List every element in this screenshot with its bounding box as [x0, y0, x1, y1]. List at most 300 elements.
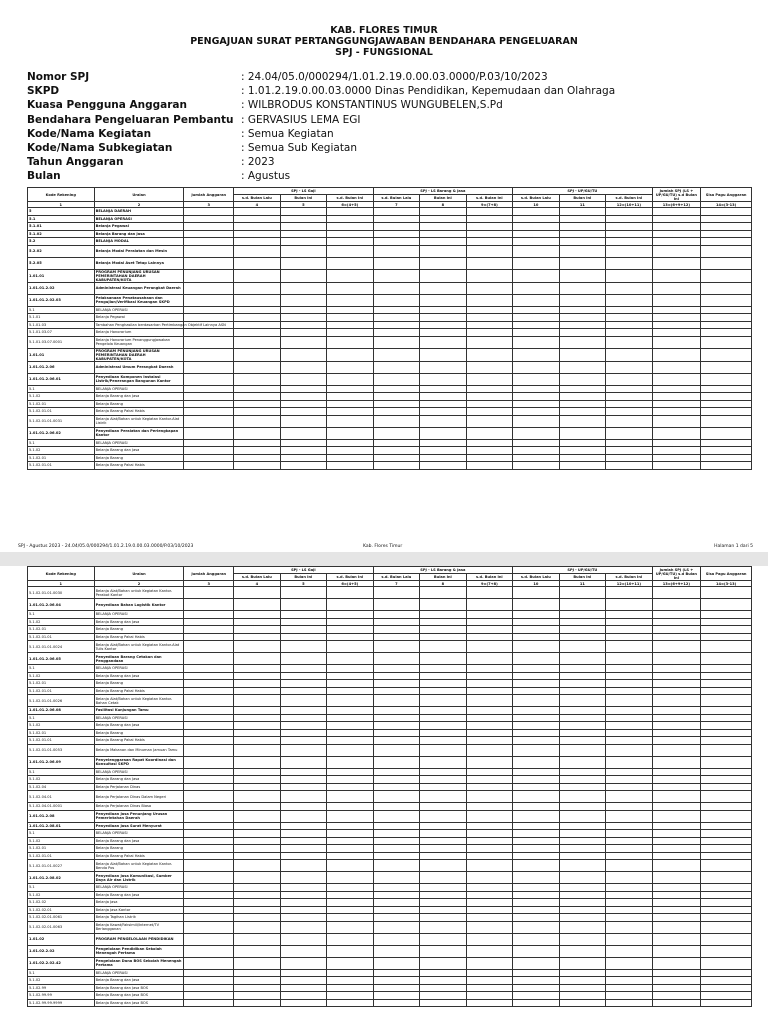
amount-cell — [373, 415, 420, 427]
info-label: Kuasa Pengguna Anggaran — [27, 99, 187, 112]
amount-cell — [373, 208, 420, 216]
table-body-page-2 — [28, 587, 752, 1007]
amount-cell — [559, 852, 606, 860]
amount-cell — [513, 306, 560, 314]
amount-cell — [701, 707, 752, 715]
amount-cell — [327, 695, 374, 707]
amount-cell — [373, 722, 420, 730]
uraian-cell: Belanja Barang Pakai Habis — [94, 737, 184, 745]
amount-cell — [373, 707, 420, 715]
amount-cell — [327, 306, 374, 314]
uraian-cell: Belanja Barang dan Jasa — [94, 837, 184, 845]
amount-cell — [420, 626, 467, 634]
document-subtitle: SPJ - FUNGSIONAL — [335, 47, 433, 58]
amount-cell — [280, 439, 327, 447]
amount-cell — [184, 408, 234, 416]
table-row — [28, 984, 752, 992]
amount-cell — [559, 626, 606, 634]
info-value: : 2023 — [241, 156, 275, 169]
amount-cell — [606, 830, 653, 838]
amount-cell — [652, 776, 701, 784]
amount-cell — [513, 400, 560, 408]
amount-cell — [420, 830, 467, 838]
amount-cell — [559, 921, 606, 933]
amount-cell — [606, 306, 653, 314]
uraian-cell: Belanja Pegawai — [94, 314, 184, 322]
amount-cell — [280, 776, 327, 784]
amount-cell — [513, 215, 560, 223]
amount-cell — [606, 744, 653, 756]
amount-cell — [184, 768, 234, 776]
amount-cell — [420, 348, 467, 361]
amount-cell — [513, 230, 560, 238]
kode-rekening-cell: 5.1 — [28, 768, 95, 776]
table-row — [28, 462, 752, 470]
amount-cell — [280, 245, 327, 257]
amount-cell — [327, 884, 374, 892]
amount-cell — [420, 447, 467, 455]
amount-cell — [606, 860, 653, 872]
amount-cell — [606, 884, 653, 892]
amount-cell — [327, 282, 374, 294]
kode-rekening-cell: 1.01.01 — [28, 269, 95, 282]
amount-cell — [420, 415, 467, 427]
amount-cell — [280, 336, 327, 348]
amount-cell — [184, 587, 234, 599]
col-group-ls-barang: SPJ - LS Barang & Jasa — [373, 567, 513, 574]
uraian-cell: BELANJA OPERASI — [94, 665, 184, 673]
amount-cell — [559, 687, 606, 695]
amount-cell — [701, 899, 752, 907]
amount-cell — [606, 665, 653, 673]
amount-cell — [513, 992, 560, 1000]
amount-cell — [184, 294, 234, 306]
amount-cell — [184, 373, 234, 385]
amount-cell — [373, 653, 420, 665]
amount-cell — [327, 599, 374, 611]
amount-cell — [559, 810, 606, 822]
amount-cell — [606, 714, 653, 722]
table-row — [28, 361, 752, 373]
amount-cell — [280, 373, 327, 385]
amount-cell — [280, 722, 327, 730]
kode-rekening-cell: 5 — [28, 208, 95, 216]
kode-rekening-cell: 5.1.01.03 — [28, 321, 95, 329]
col-sd-bulan-lalu: s.d. Bulan Lalu — [234, 195, 281, 202]
amount-cell — [606, 348, 653, 361]
amount-cell — [373, 611, 420, 619]
amount-cell — [327, 672, 374, 680]
uraian-cell: Penyediaan Jasa Penunjang Urusan Pemerintahan Daerah — [94, 810, 184, 822]
uraian-cell: Penyediaan Peralatan dan Perlengkapan Kantor — [94, 427, 184, 439]
amount-cell — [701, 933, 752, 945]
amount-cell — [184, 872, 234, 884]
amount-cell — [327, 447, 374, 455]
amount-cell — [234, 680, 281, 688]
kode-rekening-cell: 5.1 — [28, 439, 95, 447]
uraian-cell: Belanja Modal Peralatan dan Mesin — [94, 245, 184, 257]
amount-cell — [559, 969, 606, 977]
amount-cell — [466, 641, 513, 653]
uraian-cell: Penyediaan Komponen Instalasi Listrik/Penerangan Bangunan Kantor — [94, 373, 184, 385]
amount-cell — [280, 306, 327, 314]
amount-cell — [701, 672, 752, 680]
amount-cell — [327, 984, 374, 992]
amount-cell — [606, 756, 653, 768]
col-jumlah-anggaran: Jumlah Anggaran — [184, 567, 234, 581]
amount-cell — [466, 977, 513, 985]
amount-cell — [466, 348, 513, 361]
amount-cell — [327, 714, 374, 722]
amount-cell — [652, 860, 701, 872]
amount-cell — [420, 245, 467, 257]
amount-cell — [652, 348, 701, 361]
amount-cell — [184, 845, 234, 853]
amount-cell — [373, 714, 420, 722]
amount-cell — [559, 633, 606, 641]
amount-cell — [280, 992, 327, 1000]
amount-cell — [559, 238, 606, 246]
kode-rekening-cell: 5.2.02 — [28, 245, 95, 257]
uraian-cell: Belanja Alat/Bahan untuk Kegiatan Kantor- Bahan Cetak — [94, 695, 184, 707]
table-row — [28, 314, 752, 322]
amount-cell — [466, 462, 513, 470]
document-title: PENGAJUAN SURAT PERTANGGUNGJAWABAN BENDAHARA PENGELUARAN — [190, 36, 578, 47]
amount-cell — [184, 215, 234, 223]
kode-rekening-cell: 1.01.01.2.08.02 — [28, 872, 95, 884]
amount-cell — [280, 294, 327, 306]
amount-cell — [184, 611, 234, 619]
amount-cell — [606, 245, 653, 257]
uraian-cell: Belanja Barang — [94, 400, 184, 408]
amount-cell — [373, 223, 420, 231]
amount-cell — [420, 852, 467, 860]
amount-cell — [606, 400, 653, 408]
kode-rekening-cell: 5.1.01 — [28, 223, 95, 231]
info-label: Kode/Nama Subkegiatan — [27, 141, 173, 154]
amount-cell — [652, 439, 701, 447]
amount-cell — [701, 321, 752, 329]
amount-cell — [513, 373, 560, 385]
amount-cell — [280, 208, 327, 216]
amount-cell — [701, 884, 752, 892]
amount-cell — [327, 729, 374, 737]
amount-cell — [701, 618, 752, 626]
column-index-cell: 8 — [420, 581, 467, 587]
spj-table-page-1 — [27, 187, 752, 470]
amount-cell — [327, 439, 374, 447]
amount-cell — [559, 230, 606, 238]
amount-cell — [280, 633, 327, 641]
amount-cell — [280, 321, 327, 329]
amount-cell — [234, 852, 281, 860]
amount-cell — [513, 321, 560, 329]
amount-cell — [327, 783, 374, 791]
amount-cell — [701, 945, 752, 957]
col-jumlah-spj: Jumlah SPJ (LS + UP/GU/TU) s.d Bulan Ini — [652, 188, 701, 202]
amount-cell — [420, 257, 467, 269]
uraian-cell: Belanja Pegawai — [94, 223, 184, 231]
amount-cell — [559, 611, 606, 619]
amount-cell — [606, 641, 653, 653]
kode-rekening-cell: 5.1.02.02.01.0063 — [28, 921, 95, 933]
amount-cell — [466, 393, 513, 401]
amount-cell — [701, 783, 752, 791]
amount-cell — [420, 768, 467, 776]
amount-cell — [701, 992, 752, 1000]
amount-cell — [466, 427, 513, 439]
amount-cell — [184, 791, 234, 803]
amount-cell — [652, 891, 701, 899]
kode-rekening-cell: 5.1.02.01.01 — [28, 737, 95, 745]
amount-cell — [466, 385, 513, 393]
amount-cell — [373, 957, 420, 969]
amount-cell — [513, 884, 560, 892]
amount-cell — [606, 891, 653, 899]
amount-cell — [373, 393, 420, 401]
amount-cell — [652, 393, 701, 401]
amount-cell — [184, 454, 234, 462]
amount-cell — [606, 653, 653, 665]
amount-cell — [234, 415, 281, 427]
uraian-cell: BELANJA OPERASI — [94, 969, 184, 977]
column-index-cell: 8 — [420, 202, 467, 208]
kode-rekening-cell: 1.01.01.2.06.02 — [28, 427, 95, 439]
amount-cell — [280, 400, 327, 408]
amount-cell — [420, 373, 467, 385]
amount-cell — [234, 439, 281, 447]
amount-cell — [701, 282, 752, 294]
amount-cell — [184, 641, 234, 653]
amount-cell — [327, 707, 374, 715]
amount-cell — [513, 872, 560, 884]
amount-cell — [280, 314, 327, 322]
amount-cell — [466, 945, 513, 957]
amount-cell — [280, 665, 327, 673]
amount-cell — [234, 587, 281, 599]
amount-cell — [327, 415, 374, 427]
amount-cell — [559, 393, 606, 401]
amount-cell — [466, 768, 513, 776]
table-row — [28, 695, 752, 707]
amount-cell — [280, 714, 327, 722]
kode-rekening-cell: 1.01.01.2.02.03 — [28, 294, 95, 306]
amount-cell — [652, 269, 701, 282]
amount-cell — [701, 611, 752, 619]
amount-cell — [184, 695, 234, 707]
amount-cell — [559, 714, 606, 722]
amount-cell — [280, 837, 327, 845]
amount-cell — [652, 447, 701, 455]
amount-cell — [606, 294, 653, 306]
amount-cell — [466, 611, 513, 619]
amount-cell — [234, 914, 281, 922]
amount-cell — [184, 680, 234, 688]
amount-cell — [652, 845, 701, 853]
amount-cell — [559, 587, 606, 599]
amount-cell — [327, 810, 374, 822]
amount-cell — [513, 999, 560, 1007]
amount-cell — [513, 810, 560, 822]
amount-cell — [420, 791, 467, 803]
amount-cell — [234, 427, 281, 439]
amount-cell — [701, 599, 752, 611]
amount-cell — [420, 439, 467, 447]
amount-cell — [420, 921, 467, 933]
amount-cell — [701, 921, 752, 933]
amount-cell — [652, 314, 701, 322]
amount-cell — [327, 899, 374, 907]
col-bulan-ini: Bulan Ini — [420, 574, 467, 581]
amount-cell — [420, 945, 467, 957]
kode-rekening-cell: 5.1.02.01.01.0030 — [28, 587, 95, 599]
amount-cell — [652, 215, 701, 223]
uraian-cell: Belanja Tagihan Listrik — [94, 914, 184, 922]
amount-cell — [234, 336, 281, 348]
amount-cell — [420, 385, 467, 393]
amount-cell — [420, 400, 467, 408]
amount-cell — [280, 768, 327, 776]
kode-rekening-cell: 1.01.01.2.02 — [28, 282, 95, 294]
amount-cell — [652, 306, 701, 314]
amount-cell — [513, 336, 560, 348]
table-row — [28, 672, 752, 680]
amount-cell — [559, 361, 606, 373]
table-row — [28, 852, 752, 860]
amount-cell — [513, 361, 560, 373]
amount-cell — [513, 269, 560, 282]
amount-cell — [184, 306, 234, 314]
kode-rekening-cell: 1.01.01.2.08.01 — [28, 822, 95, 830]
amount-cell — [184, 626, 234, 634]
amount-cell — [701, 722, 752, 730]
column-index-cell: 6=(4+5) — [327, 581, 374, 587]
amount-cell — [513, 860, 560, 872]
amount-cell — [559, 400, 606, 408]
table-row — [28, 238, 752, 246]
amount-cell — [652, 914, 701, 922]
amount-cell — [373, 729, 420, 737]
amount-cell — [373, 587, 420, 599]
kode-rekening-cell: 5.1.02.01 — [28, 729, 95, 737]
amount-cell — [466, 803, 513, 811]
uraian-cell: PROGRAM PENUNJANG URUSAN PEMERINTAHAN DAERAH KABUPATEN/KOTA — [94, 348, 184, 361]
amount-cell — [184, 687, 234, 695]
amount-cell — [466, 830, 513, 838]
amount-cell — [327, 999, 374, 1007]
kode-rekening-cell: 5.1.02.01.01 — [28, 633, 95, 641]
amount-cell — [327, 969, 374, 977]
kode-rekening-cell: 5.1.02.01 — [28, 845, 95, 853]
amount-cell — [606, 722, 653, 730]
amount-cell — [652, 999, 701, 1007]
amount-cell — [701, 361, 752, 373]
amount-cell — [420, 872, 467, 884]
amount-cell — [234, 737, 281, 745]
amount-cell — [420, 653, 467, 665]
amount-cell — [513, 665, 560, 673]
amount-cell — [652, 714, 701, 722]
amount-cell — [373, 999, 420, 1007]
amount-cell — [327, 633, 374, 641]
amount-cell — [327, 803, 374, 811]
uraian-cell: Belanja Barang dan Jasa — [94, 672, 184, 680]
amount-cell — [373, 852, 420, 860]
amount-cell — [234, 810, 281, 822]
table-body-page-1 — [28, 208, 752, 470]
amount-cell — [184, 314, 234, 322]
amount-cell — [606, 633, 653, 641]
amount-cell — [327, 822, 374, 830]
amount-cell — [327, 314, 374, 322]
amount-cell — [606, 329, 653, 337]
amount-cell — [606, 618, 653, 626]
amount-cell — [234, 992, 281, 1000]
uraian-cell: Pelaksanaan Penatausahaan dan Pengujian/Verifikasi Keuangan SKPD — [94, 294, 184, 306]
amount-cell — [420, 707, 467, 715]
amount-cell — [234, 822, 281, 830]
amount-cell — [466, 269, 513, 282]
amount-cell — [559, 737, 606, 745]
col-sd-bulan-lalu: s.d. Bulan Lalu — [513, 195, 560, 202]
kode-rekening-cell: 5.1.02 — [28, 722, 95, 730]
amount-cell — [420, 282, 467, 294]
amount-cell — [559, 257, 606, 269]
amount-cell — [466, 314, 513, 322]
amount-cell — [420, 599, 467, 611]
amount-cell — [559, 415, 606, 427]
column-index-cell: 11 — [559, 202, 606, 208]
uraian-cell: Penyediaan Jasa Surat Menyurat — [94, 822, 184, 830]
amount-cell — [184, 984, 234, 992]
amount-cell — [652, 230, 701, 238]
amount-cell — [701, 415, 752, 427]
uraian-cell: Belanja Perjalanan Dinas Dalam Negeri — [94, 791, 184, 803]
kode-rekening-cell: 1.01.02.2.02.42 — [28, 957, 95, 969]
amount-cell — [184, 933, 234, 945]
col-group-up-gu-tu: SPJ - UP/GU/TU — [513, 567, 653, 574]
amount-cell — [652, 906, 701, 914]
amount-cell — [652, 223, 701, 231]
amount-cell — [280, 238, 327, 246]
amount-cell — [513, 729, 560, 737]
table-row — [28, 282, 752, 294]
table-row — [28, 810, 752, 822]
col-sd-bulan-ini: s.d. Bulan Ini — [327, 195, 374, 202]
column-index-cell: 13=(6+9+12) — [652, 581, 701, 587]
amount-cell — [420, 891, 467, 899]
amount-cell — [280, 783, 327, 791]
amount-cell — [420, 269, 467, 282]
amount-cell — [327, 427, 374, 439]
table-row — [28, 914, 752, 922]
amount-cell — [184, 914, 234, 922]
column-index-cell: 4 — [234, 581, 281, 587]
amount-cell — [701, 439, 752, 447]
amount-cell — [420, 969, 467, 977]
amount-cell — [652, 462, 701, 470]
amount-cell — [559, 618, 606, 626]
amount-cell — [559, 329, 606, 337]
column-index-cell: 9=(7+8) — [466, 202, 513, 208]
amount-cell — [327, 992, 374, 1000]
amount-cell — [513, 294, 560, 306]
amount-cell — [652, 672, 701, 680]
amount-cell — [559, 707, 606, 715]
kode-rekening-cell: 1.01.01.2.06.04 — [28, 599, 95, 611]
amount-cell — [559, 845, 606, 853]
footer-page-number: Halaman 1 dari 5 — [714, 544, 753, 549]
